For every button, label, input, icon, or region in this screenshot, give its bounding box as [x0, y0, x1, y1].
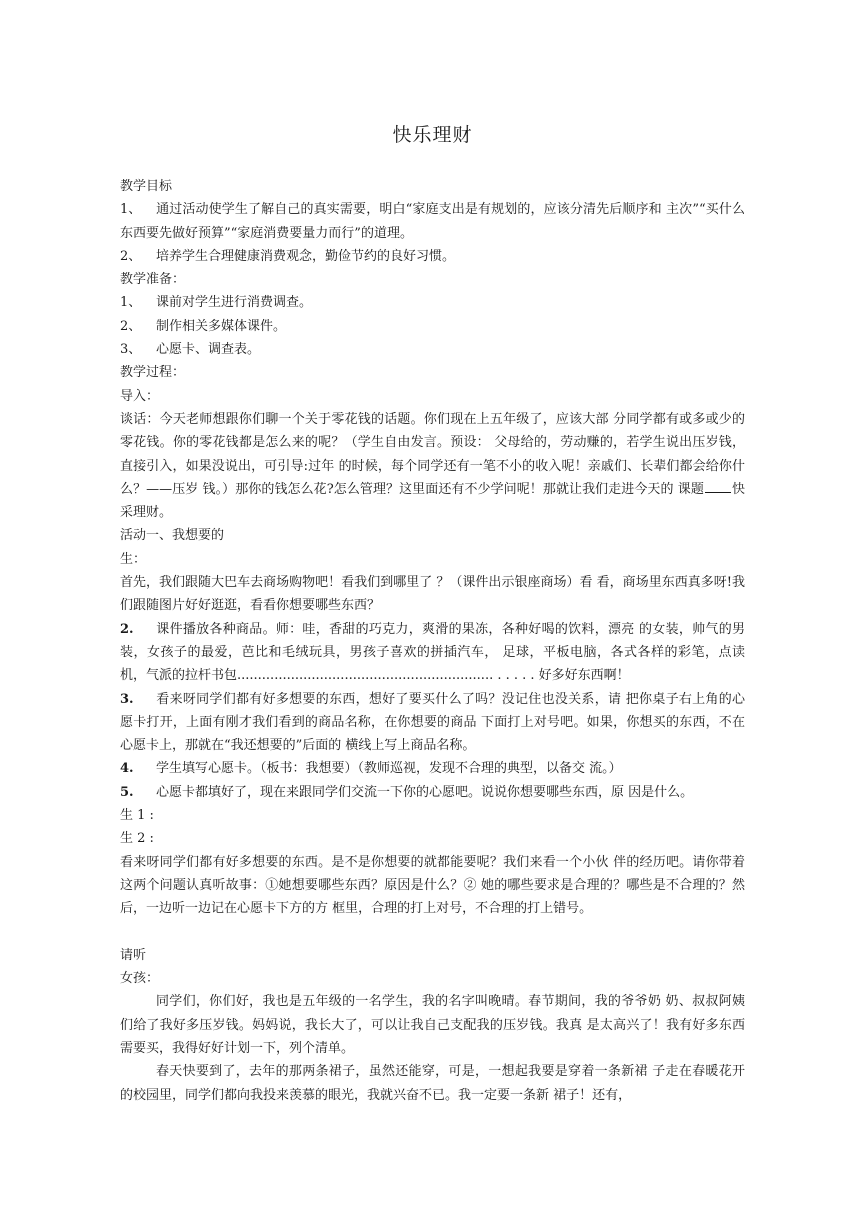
student-2-label: 生 2 : — [120, 831, 154, 847]
story-paragraph-2: 春天快要到了，去年的那两条裙子，虽然还能穿，可是，一想起我要是穿着一条新裙 子走在春暖花开的校园里，同学们都向我投来羡慕的眼光，我就兴奋不已。我一定要一条新 裙子！还有， — [120, 1064, 745, 1103]
step-text: 学生填写心愿卡。（板书：我想要）（教师巡视，发现不合理的典型，以备交 流。） — [156, 761, 622, 777]
step-number: 2. — [120, 621, 134, 637]
step-number: 3. — [120, 691, 134, 707]
prep-number: 1、 — [120, 295, 142, 311]
goal-number: 1、 — [120, 202, 142, 218]
intro-heading: 导入： — [120, 388, 160, 404]
document-title: 快乐理财 — [392, 124, 473, 146]
blank-line — [120, 921, 745, 944]
step-item-5 — [120, 781, 745, 804]
step-number: 5. — [120, 784, 134, 800]
prep-text: 课前对学生进行消费调查。 — [156, 295, 313, 311]
intro-text: 谈话：今天老师想跟你们聊一个关于零花钱的话题。你们现在上五年级了，应该大部 分同学都有或多或少的零花钱。你的零花钱都是怎么来的呢？（学生自由发言。预设： 父母给的，劳动赚的，若学生说出压岁钱，直接引入，如果没说出，可引导:过年 的时候，每个同学还有一笔不小的收入呢！亲戚们、长辈们都会给你什么？——压岁 钱。）那你的钱怎么花?怎么管理？这里面还有不少学问呢！那就让我们走进今天的 课题 — [120, 411, 745, 497]
step-number: 4. — [120, 761, 134, 777]
prep-item-2 — [120, 315, 745, 338]
prep-number: 3、 — [120, 342, 142, 358]
activity-heading: 活动一、我想要的 — [120, 528, 225, 544]
goal-text: 通过活动使学生了解自己的真实需要，明白“家庭支出是有规划的，应该分清先后顺序和 主次”“买什么东西要先做好预算”“家庭消费要量力而行”的道理。 — [120, 202, 745, 241]
goal-text: 培养学生合理健康消费观念，勤俭节约的良好习惯。 — [156, 248, 456, 264]
activity-paragraph-1: 首先，我们跟随大巴车去商场购物吧！看我们到哪里了 ？（课件出示银座商场）看 看，商场里东西真多呀!我们跟随图片好好逛逛，看看你想要哪些东西？ — [120, 575, 745, 614]
goal-item-2 — [120, 245, 745, 268]
intro-paragraph — [120, 408, 745, 524]
step-item-2 — [120, 618, 745, 688]
prep-item-3 — [120, 338, 745, 361]
prep-text: 制作相关多媒体课件。 — [156, 318, 287, 334]
goal-number: 2、 — [120, 248, 142, 264]
prep-heading: 教学准备： — [120, 272, 186, 288]
process-heading: 教学过程： — [120, 365, 186, 381]
step-text: 心愿卡都填好了，现在来跟同学们交流一下你的心愿吧。说说你想要哪些东西，原 因是什么。 — [156, 784, 694, 800]
blank-underline — [705, 478, 731, 493]
girl-label: 女孩： — [120, 971, 160, 987]
listen-label: 请听 — [120, 947, 147, 963]
student-1-label: 生 1 : — [120, 808, 154, 824]
prep-item-1 — [120, 291, 745, 314]
document-page — [120, 118, 745, 1107]
activity-paragraph-2: 看来呀同学们都有好多想要的东西。是不是你想要的就都能要呢？我们来看一个小伙 伴的经历吧。请你带着这两个问题认真听故事：①她想要哪些东西？原因是什么？② 她的哪些要求是合理的？哪些是不合理的？然后，一边听一边记在心愿卡下方的方 框里，合理的打上对号，不合理的打上错号。 — [120, 854, 745, 917]
student-label: 生： — [120, 551, 147, 567]
step-text: 课件播放各种商品。师：哇，香甜的巧克力，爽滑的果冻，各种好喝的饮料，漂亮 的女装，帅气的男装，女孩子的最爱，芭比和毛绒玩具，男孩子喜欢的拼插汽车， 足球，平板电脑，各式各样的彩笔，点读机，气派的拉杆书包.............................................................. . . . . . 好多好东西啊！ — [120, 621, 745, 684]
prep-number: 2、 — [120, 318, 142, 334]
goal-item-1 — [120, 198, 745, 245]
story-paragraph-1: 同学们，你们好，我也是五年级的一名学生，我的名字叫晚晴。春节期间，我的爷爷奶 奶、叔叔阿姨们给了我好多压岁钱。妈妈说，我长大了，可以让我自己支配我的压岁钱。我真 是太高兴了！我有好多东西需要买，我得好好计划一下，列个清单。 — [120, 994, 745, 1056]
goals-heading: 教学目标 — [120, 179, 173, 194]
intro-tail: 快采理财。 — [120, 481, 745, 521]
prep-text: 心愿卡、调查表。 — [156, 342, 261, 358]
step-item-4 — [120, 757, 745, 780]
step-item-3 — [120, 688, 745, 758]
step-text: 看来呀同学们都有好多想要的东西，想好了要买什么了吗？没记住也没关系，请 把你桌子右上角的心愿卡打开，上面有刚才我们看到的商品名称，在你想要的商品 下面打上对号吧。如果，你想买的东西，不在心愿卡上，那就在“我还想要的”后面的 横线上写上商品名称。 — [120, 691, 745, 754]
